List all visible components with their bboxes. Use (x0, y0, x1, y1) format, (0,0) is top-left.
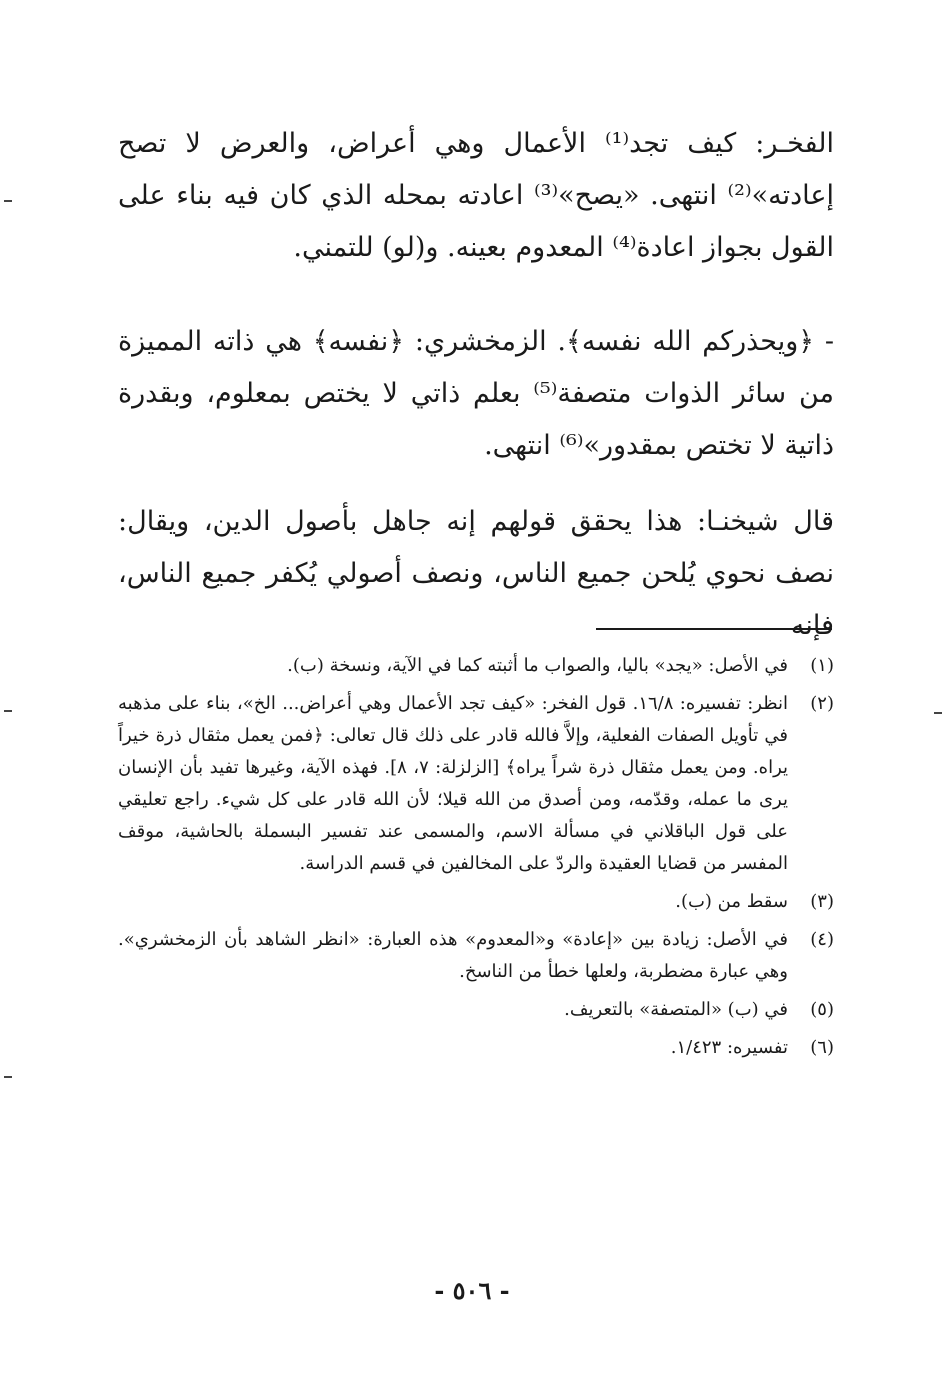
paragraph-2: - ﴿ويحذركم الله نفسه﴾. الزمخشري: ﴿نفسه﴾ هي ذاته المميزة من سائر الذوات متصفة⁽⁵⁾ بعلم ذاتي لا يختص بمعلوم، وبقدرة ذاتية لا تختص بمقدور»⁽⁶⁾ انتهى. (118, 326, 834, 461)
scan-edge-mark (4, 200, 12, 202)
footnote-text: تفسيره: ١/٤٢٣. (670, 1037, 788, 1058)
scan-edge-mark (934, 712, 942, 714)
footnote-4 (118, 924, 834, 988)
footnote-2 (118, 688, 834, 880)
footnote-1 (118, 650, 834, 682)
paragraph-3: قال شيخنـا: هذا يحقق قولهم إنه جاهل بأصول الدين، ويقال: نصف نحوي يُلحن جميع الناس، ونصف أصولي يُكفر جميع الناس، فإنه (118, 506, 834, 641)
footnote-3 (118, 886, 834, 918)
footnote-number: (٢) (810, 693, 834, 714)
footnote-text: سقط من (ب). (675, 891, 788, 912)
footnote-number: (٦) (810, 1037, 834, 1058)
footnote-separator (596, 628, 832, 630)
footnote-text: انظر: تفسيره: ١٦/٨. قول الفخر: «كيف تجد الأعمال وهي أعراض... الخ»، بناء على مذهبه في تأويل الصفات الفعلية، وإلاَّ فالله قادر على ذلك قال تعالى: ﴿فمن يعمل مثقال ذرة خيراً يراه. ومن يعمل مثقال ذرة شراً يراه﴾ [الزلزلة: ٧، ٨]. فهذه الآية، وغيرها تفيد بأن الإنسان يرى ما عمله، وقدّمه، ومن أصدق من الله قيلا؛ لأن الله قادر على كل شيء. راجع تعليقي على قول الباقلاني في مسألة الاسم، والمسمى عند تفسير البسملة بالحاشية، موقف المفسر من قضايا العقيدة والردّ على المخالفين في قسم الدراسة. (118, 693, 789, 874)
footnote-number: (٤) (810, 929, 834, 950)
scan-edge-mark (4, 1076, 12, 1078)
paragraph-1: الفخـر: كيف تجد⁽¹⁾ الأعمال وهي أعراض، والعرض لا تصح إعادته»⁽²⁾ انتهى. «يصح»⁽³⁾ اعادته بمحله الذي كان فيه بناء على القول بجواز اعادة⁽⁴⁾ المعدوم بعينه. و(لو) للتمني. (118, 128, 834, 263)
footnote-5 (118, 994, 834, 1026)
footnote-number: (٣) (810, 891, 834, 912)
footnote-number: (١) (810, 655, 834, 676)
page-number: - ٥٠٦ - (434, 1276, 510, 1305)
footnote-6 (118, 1032, 834, 1064)
footnote-text: في (ب) «المتصفة» بالتعريف. (564, 999, 788, 1020)
footnotes (118, 650, 834, 1070)
main-text (118, 118, 834, 652)
scan-edge-mark (4, 710, 12, 712)
page (118, 118, 834, 652)
footnote-text: في الأصل: زيادة بين «إعادة» و«المعدوم» هذه العبارة: «انظر الشاهد بأن الزمخشري». وهي عبارة مضطربة، ولعلها خطأ من الناسخ. (118, 929, 788, 982)
footnote-text: في الأصل: «يجد» باليا، والصواب ما أثبته كما في الآية، ونسخة (ب). (287, 655, 788, 676)
footnote-number: (٥) (810, 999, 834, 1020)
